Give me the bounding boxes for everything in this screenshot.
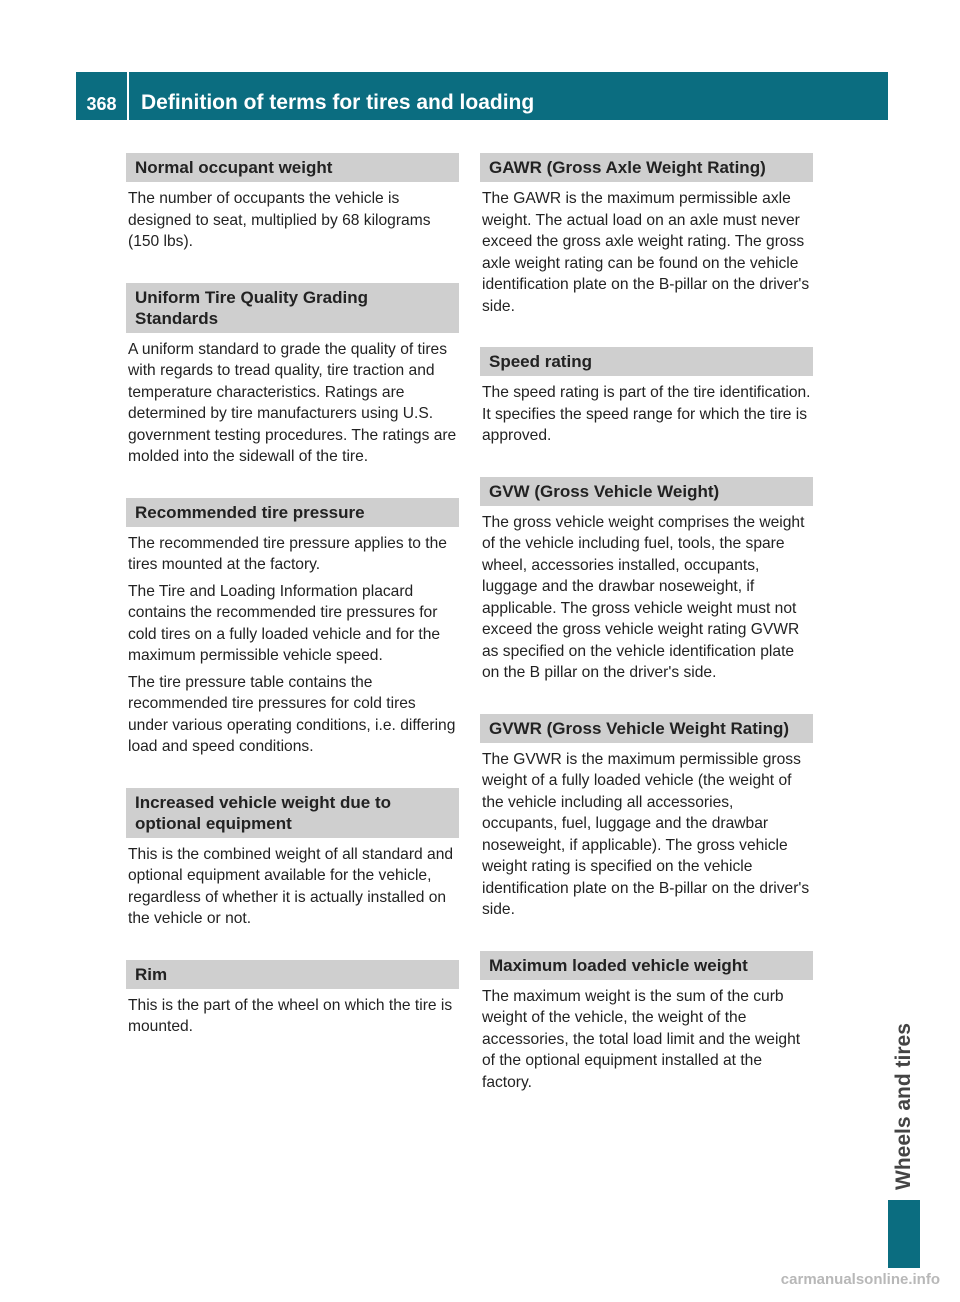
section-heading: Increased vehicle weight due to optional equipment: [126, 788, 459, 838]
side-tab-marker: [888, 1200, 920, 1268]
right-column: [480, 153, 813, 1123]
section-heading: GAWR (Gross Axle Weight Rating): [480, 153, 813, 182]
section-speed-rating: [480, 347, 813, 447]
watermark: carmanualsonline.info: [780, 1271, 940, 1288]
section-heading: Rim: [126, 960, 459, 989]
section-heading: Maximum loaded vehicle weight: [480, 951, 813, 980]
page-header: [76, 72, 888, 120]
section-rim: [126, 960, 459, 1038]
section-paragraph: The GAWR is the maximum permissible axle weight. The actual load on an axle must never exceed the gross axle weight rating. The gross axle weight rating can be found on the vehicle identification plate on the B-pillar on the driver's side.: [482, 190, 810, 315]
section-paragraph: The recommended tire pressure applies to the tires mounted at the factory.: [128, 534, 447, 573]
section-paragraph: The speed rating is part of the tire identification. It specifies the speed range for which the tire is approved.: [482, 384, 811, 444]
left-column: [126, 153, 459, 1068]
section-paragraph: The maximum weight is the sum of the curb weight of the vehicle, the weight of the accessories, the total load limit and the weight of the optional equipment installed at the factory.: [482, 987, 801, 1091]
section-paragraph: The Tire and Loading Information placard contains the recommended tire pressures for cold tires on a fully loaded vehicle and for the maximum permissible vehicle speed.: [128, 582, 441, 664]
section-normal-occupant-weight: [126, 153, 459, 253]
section-paragraph: The GVWR is the maximum permissible gross weight of a fully loaded vehicle (the weight of the vehicle including all accessories, occupants, fuel, luggage and the drawbar noseweight, if applicable). The gross vehicle weight rating is specified on the vehicle identification plate on the B-pillar on the driver's side.: [482, 750, 810, 918]
section-side-tab: [888, 123, 920, 1268]
section-gvwr: [480, 714, 813, 921]
page-title: Definition of terms for tires and loading: [129, 72, 888, 120]
section-paragraph: The number of occupants the vehicle is designed to seat, multiplied by 68 kilograms (150 lbs).: [128, 190, 431, 250]
section-gawr: [480, 153, 813, 317]
section-heading: Normal occupant weight: [126, 153, 459, 182]
section-gvw: [480, 477, 813, 684]
section-heading: Uniform Tire Quality Grading Standards: [126, 283, 459, 333]
page-number: 368: [76, 72, 127, 120]
section-paragraph: A uniform standard to grade the quality of tires with regards to tread quality, tire traction and temperature characteristics. Ratings are determined by tire manufacturers using U.S. government testing procedures. The ratings are molded into the sidewall of the tire.: [128, 340, 457, 465]
section-paragraph: The gross vehicle weight comprises the weight of the vehicle including fuel, tools, the spare wheel, accessories installed, occupants, luggage and the drawbar noseweight, if applicable. The gross vehicle weight must not exceed the gross vehicle weight rating GVWR as specified on the vehicle identification plate on the B pillar on the driver's side.: [482, 513, 805, 681]
section-paragraph: The tire pressure table contains the recommended tire pressures for cold tires under various operating conditions, i.e. differing load and speed conditions.: [128, 673, 456, 755]
section-maximum-loaded-vehicle-weight: [480, 951, 813, 1094]
section-paragraph: This is the combined weight of all standard and optional equipment available for the vehicle, regardless of whether it is actually installed on the vehicle or not.: [128, 845, 454, 927]
section-recommended-tire-pressure: [126, 498, 459, 758]
section-heading: Recommended tire pressure: [126, 498, 459, 527]
section-heading: Speed rating: [480, 347, 813, 376]
section-heading: GVW (Gross Vehicle Weight): [480, 477, 813, 506]
section-utqg: [126, 283, 459, 468]
section-paragraph: This is the part of the wheel on which the tire is mounted.: [128, 996, 453, 1035]
section-increased-vehicle-weight: [126, 788, 459, 930]
section-heading: GVWR (Gross Vehicle Weight Rating): [480, 714, 813, 743]
side-tab-label: Wheels and tires: [892, 1023, 915, 1190]
